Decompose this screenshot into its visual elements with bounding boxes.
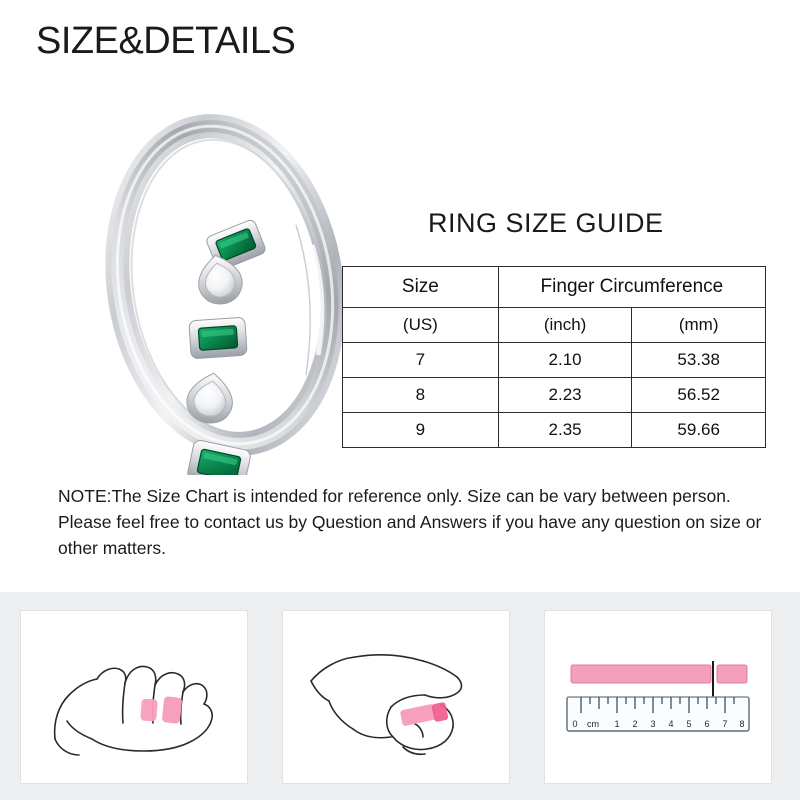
- svg-text:2: 2: [632, 719, 638, 729]
- measuring-finger-with-strip-illustration: [283, 611, 509, 783]
- hand-with-ring-illustration: [21, 611, 247, 783]
- gem-green-middle: [189, 317, 248, 359]
- ruler-measuring-strip-illustration: [545, 611, 771, 783]
- table-header-row-2: [343, 308, 766, 343]
- page-title: SIZE&DETAILS: [36, 20, 296, 62]
- cell-inch: 2.23: [498, 378, 632, 413]
- svg-text:cm: cm: [587, 719, 599, 729]
- svg-text:6: 6: [704, 719, 710, 729]
- cell-size: 9: [343, 413, 499, 448]
- svg-text:0: 0: [572, 719, 578, 729]
- pink-strip-end: [717, 665, 747, 683]
- ring-size-guide-title: RING SIZE GUIDE: [428, 208, 664, 238]
- hand-with-ring-panel: [20, 610, 248, 784]
- ring-image-svg: [60, 95, 390, 475]
- cell-inch: 2.35: [498, 413, 632, 448]
- ring-size-table: [342, 266, 766, 448]
- cell-mm: 59.66: [632, 413, 766, 448]
- ring-product-illustration: [60, 95, 390, 475]
- svg-text:5: 5: [686, 719, 692, 729]
- measuring-finger-panel: [282, 610, 510, 784]
- cell-mm: 53.38: [632, 343, 766, 378]
- table-header-row-1: [343, 267, 766, 308]
- svg-text:4: 4: [668, 719, 674, 729]
- measuring-instructions-strip: [0, 592, 800, 800]
- svg-text:8: 8: [739, 719, 745, 729]
- header-unit-mm: (mm): [632, 308, 766, 343]
- svg-text:3: 3: [650, 719, 656, 729]
- header-unit-us: (US): [343, 308, 499, 343]
- pink-strip-marker: [400, 702, 449, 727]
- ruler-panel: [544, 610, 772, 784]
- svg-text:1: 1: [614, 719, 620, 729]
- pink-strip: [571, 665, 711, 683]
- size-chart-note: NOTE:The Size Chart is intended for reference only. Size can be vary between person. Please feel free to contact us by Question and Answers if you have any question on size or other matters.: [58, 486, 762, 558]
- svg-text:7: 7: [722, 719, 728, 729]
- header-unit-inch: (inch): [498, 308, 632, 343]
- header-size: Size: [343, 267, 499, 308]
- cell-size: 8: [343, 378, 499, 413]
- header-finger-circumference: Finger Circumference: [498, 267, 765, 308]
- table-row: [343, 413, 766, 448]
- cell-size: 7: [343, 343, 499, 378]
- table-row: [343, 343, 766, 378]
- table-row: [343, 378, 766, 413]
- cell-inch: 2.10: [498, 343, 632, 378]
- cell-mm: 56.52: [632, 378, 766, 413]
- pink-ring-marker: [140, 696, 182, 724]
